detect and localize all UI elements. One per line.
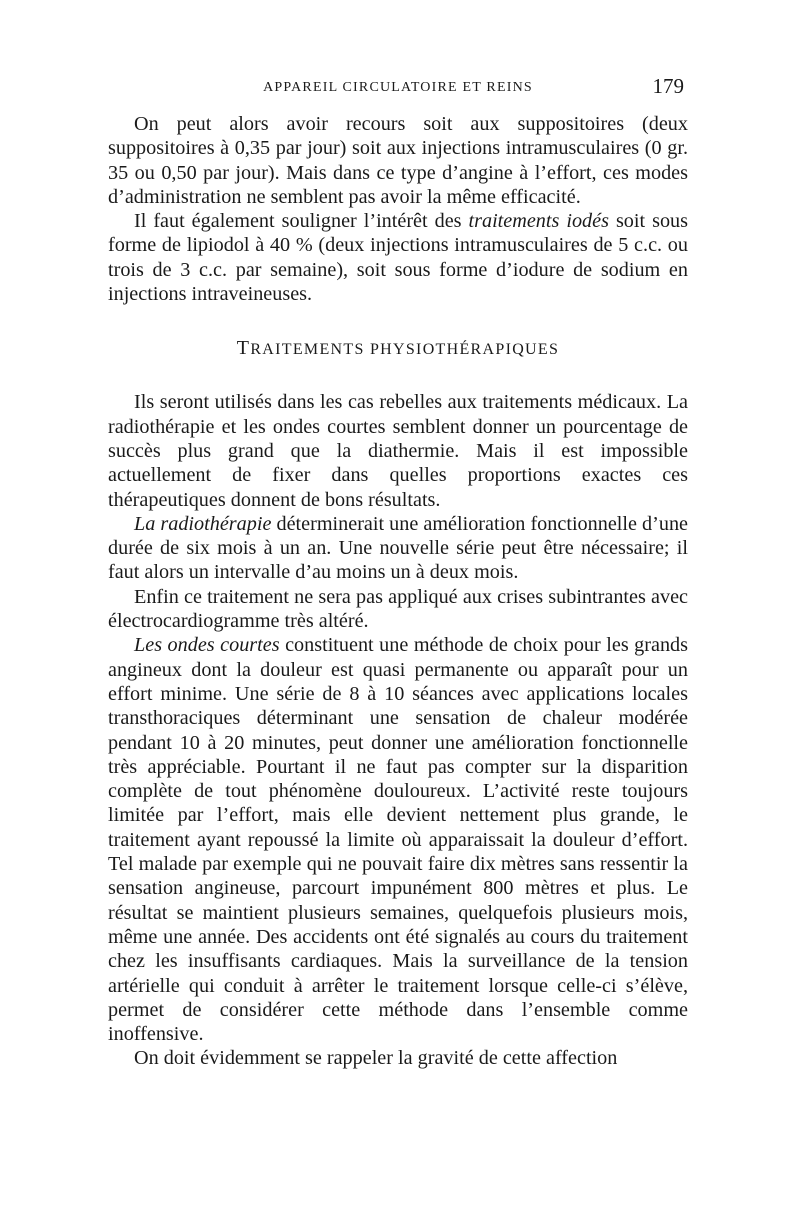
paragraph-crises-subintrantes: Enfin ce traitement ne sera pas appliqué aux crises subintrantes avec électrocardiogramme très altéré. [108, 585, 688, 633]
term-traitements-iodes: traitements iodés [468, 210, 609, 233]
section-heading-rest: RAITEMENTS PHYSIOTHÉRAPIQUES [250, 341, 560, 359]
paragraph-cas-rebelles: Ils seront utilisés dans les cas rebelles aux traitements médicaux. La radiothérapie et les ondes courtes semblent donner un pourcentage de succès plus grand que la diathermie. Mais il est impossible actuellement de fixer dans quelles proportions exactes ces thérapeutiques donnent de bons résultats. [108, 391, 688, 511]
term-ondes-courtes: Les ondes courtes [134, 634, 280, 657]
term-radiotherapie: La radiothérapie [134, 512, 272, 535]
paragraph-gravite: On doit évidemment se rappeler la gravité de cette affection [134, 1047, 618, 1070]
running-title: APPAREIL CIRCULATOIRE ET REINS [263, 80, 533, 95]
paragraph-traitements-iodes [108, 209, 688, 306]
paragraph-suppositoires: On peut alors avoir recours soit aux suppositoires (deux suppositoires à 0,35 par jour) soit aux injections intramusculaires (0 gr. 35 ou 0,50 par jour). Mais dans ce type d’angine à l’effort, ces modes d’administration ne semblent pas avoir la même efficacité. [108, 113, 688, 208]
paragraph-radiotherapie [108, 512, 688, 585]
paragraph-ondes-courtes [108, 633, 688, 1046]
section-heading [108, 338, 688, 360]
running-header [108, 74, 688, 102]
paragraph-4-rest: déterminerait une amélioration fonctionnelle d’une durée de six mois à un an. Une nouvelle série peut être nécessaire; il faut alors un intervalle d’au moins un à deux mois. [108, 512, 688, 584]
section-heading-initial: T [236, 337, 251, 360]
page-number: 179 [652, 74, 684, 98]
paragraph-2-lead: Il faut également souligner l’intérêt des [134, 210, 469, 233]
paragraph-2-rest: soit sous forme de lipiodol à 40 % (deux injections intramusculaires de 5 c.c. ou trois de 3 c.c. par semaine), soit sous forme d’iodure de sodium en injections intraveineuses. [108, 210, 688, 306]
book-page [108, 74, 688, 1071]
paragraph-6-rest: constituent une méthode de choix pour les grands angineux dont la douleur est quasi permanente ou apparaît pour un effort minime. Une série de 8 à 10 séances avec applications locales transthoraciques déterminant une sensation de chaleur modérée pendant 10 à 20 minutes, peut donner une amélioration fonctionnelle très appréciable. Pourtant il ne faut pas compter sur la disparition complète de tout phénomène douloureux. L’activité reste toujours limitée par l’effort, mais elle devient nettement plus grande, le traitement ayant repoussé la limite où apparaissait la douleur d’effort. Tel malade par exemple qui ne pouvait faire dix mètres sans ressentir la sensation angineuse, parcourt impunément 800 mètres et plus. Le résultat se maintient plusieurs semaines, quelquefois plusieurs mois, même une année. Des accidents ont été signalés au cours du traitement chez les insuffisants cardiaques. Mais la surveillance de la tension artérielle qui conduit à arrêter le traitement lorsque celle-ci s’élève, permet de considérer cette méthode dans l’ensemble comme inoffensive. [108, 634, 688, 1046]
body-text [108, 112, 688, 1071]
